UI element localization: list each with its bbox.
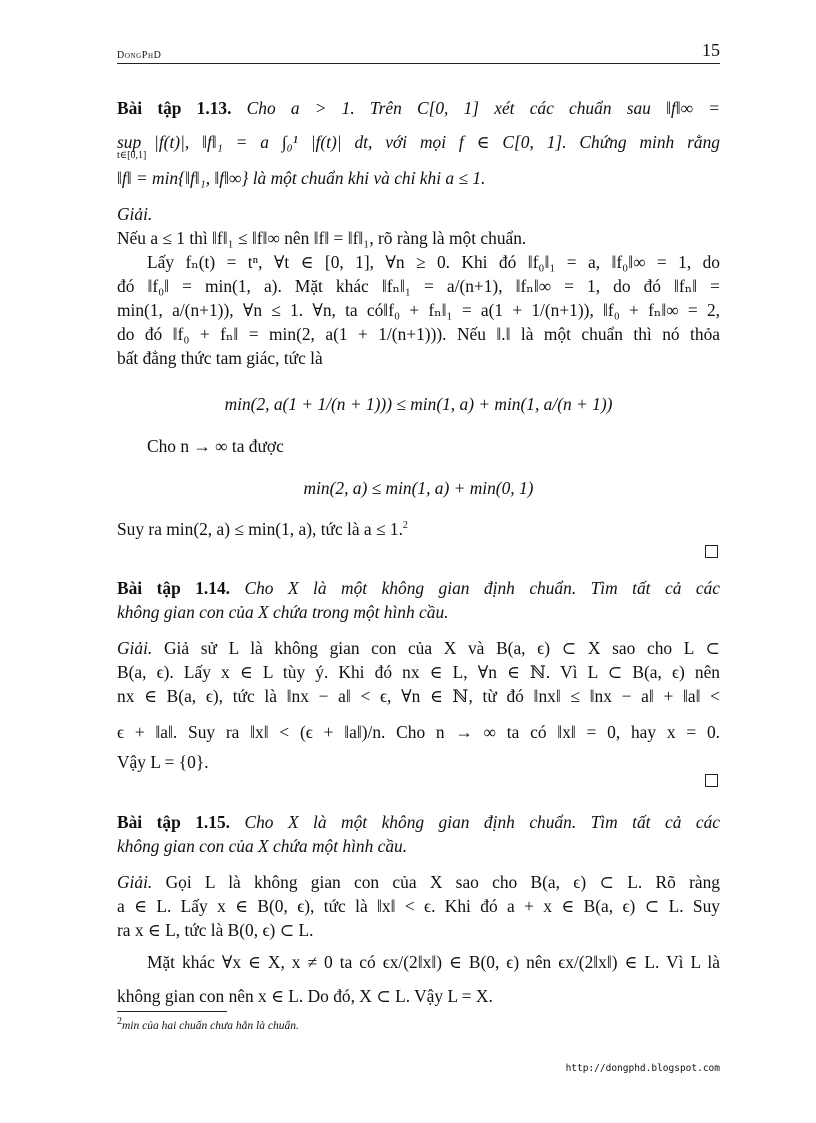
exercise-title: Bài tập 1.13. [117, 98, 232, 118]
exercise-statement-line: không gian con của X chứa một hình cầu. [117, 836, 408, 856]
exercise-1-14 [117, 576, 720, 774]
solution-line: không gian con nên x ∈ L. Do đó, X ⊂ L. Vậy L = X. [117, 986, 493, 1006]
solution-line: Gọi L là không gian con của X sao cho B(a, ϵ) ⊂ L. Rõ ràng [165, 872, 720, 892]
footnote-text: min của hai chuẩn chưa hẳn là chuẩn. [122, 1019, 299, 1032]
running-head: DongPhD [117, 50, 162, 61]
solution-line: bất đẳng thức tam giác, tức là [117, 348, 323, 368]
solution-line: đó ‖f₀‖ = min(1, a). Mặt khác ‖fₙ‖₁ = a/(n+1), ‖fₙ‖∞ = 1, do đó ‖fₙ‖ = [117, 276, 720, 296]
solution-line: Cho n → ∞ ta được [147, 436, 284, 456]
exercise-statement-line: ‖f‖ = min{‖f‖₁, ‖f‖∞} là một chuẩn khi và chỉ khi a ≤ 1. [117, 168, 486, 188]
exercise-1-15 [117, 810, 720, 1008]
exercise-statement-line: không gian con của X chứa trong một hình cầu. [117, 602, 449, 622]
solution-line: min(1, a/(n+1)), ∀n ≤ 1. ∀n, ta có‖f₀ + fₙ‖₁ = a(1 + 1/(n+1)), ‖f₀ + fₙ‖∞ = 2, [117, 300, 720, 320]
solution-line: do đó ‖f₀ + fₙ‖ = min(2, a(1 + 1/(n+1))). Nếu ‖.‖ là một chuẩn thì nó thỏa [117, 324, 720, 344]
exercise-title: Bài tập 1.15. [117, 812, 231, 832]
exercise-statement-line: sup |f(t)|, ‖f‖₁ = a ∫₀¹ |f(t)| dt, với mọi f ∈ C[0, 1]. Chứng minh rằng [117, 132, 720, 152]
solution-line: ϵ + ‖a‖. Suy ra ‖x‖ < (ϵ + ‖a‖)/n. Cho n → ∞ ta có ‖x‖ = 0, hay x = 0. [117, 722, 720, 742]
solution-label: Giải. [117, 204, 153, 224]
solution-label: Giải. [117, 872, 153, 892]
qed-square [705, 774, 718, 787]
exercise-1-13 [117, 96, 720, 538]
solution-line: ra x ∈ L, tức là B(0, ϵ) ⊂ L. [117, 920, 314, 940]
exercise-title: Bài tập 1.14. [117, 578, 231, 598]
solution-line [117, 514, 720, 538]
page-number: 15 [702, 40, 720, 60]
footnote [117, 1016, 299, 1032]
sup-subscript: t∈[0,1] [117, 150, 147, 161]
solution-line: Vậy L = {0}. [117, 752, 209, 772]
solution-line: a ∈ L. Lấy x ∈ B(0, ϵ), tức là ‖x‖ < ϵ. Khi đó a + x ∈ B(a, ϵ) ⊂ L. Suy [117, 896, 720, 916]
solution-line: Nếu a ≤ 1 thì ‖f‖₁ ≤ ‖f‖∞ nên ‖f‖ = ‖f‖₁, rõ ràng là một chuẩn. [117, 228, 527, 248]
solution-label: Giải. [117, 638, 153, 658]
header-rule [117, 63, 720, 64]
solution-line-text: Suy ra min(2, a) ≤ min(1, a), tức là a ≤ 1. [117, 518, 403, 539]
footnote-rule [117, 1011, 227, 1012]
exercise-statement-line: Cho X là một không gian định chuẩn. Tìm tất cả các [244, 578, 720, 598]
footnote-mark: 2 [117, 1016, 122, 1027]
solution-line: Giả sử L là không gian con của X và B(a, ϵ) ⊂ X sao cho L ⊂ [163, 638, 720, 658]
solution-line: Mặt khác ∀x ∈ X, x ≠ 0 ta có ϵx/(2‖x‖) ∈ B(0, ϵ) nên ϵx/(2‖x‖) ∈ L. Vì L là [147, 952, 720, 972]
solution-line: nx ∈ B(a, ϵ), tức là ‖nx − a‖ < ϵ, ∀n ∈ ℕ, từ đó ‖nx‖ ≤ ‖nx − a‖ + ‖a‖ < [117, 686, 720, 706]
footer-url[interactable]: http://dongphd.blogspot.com [565, 1063, 720, 1074]
display-equation: min(2, a(1 + 1/(n + 1))) ≤ min(1, a) + min(1, a/(n + 1)) [224, 394, 613, 414]
solution-line: Lấy fₙ(t) = tⁿ, ∀t ∈ [0, 1], ∀n ≥ 0. Khi đó ‖f₀‖₁ = a, ‖f₀‖∞ = 1, do [147, 252, 720, 272]
exercise-statement-line: Cho a > 1. Trên C[0, 1] xét các chuẩn sau ‖f‖∞ = [246, 98, 720, 118]
qed-square [705, 545, 718, 558]
footnote-ref: 2 [402, 520, 408, 531]
solution-line: B(a, ϵ). Lấy x ∈ L tùy ý. Khi đó nx ∈ L, ∀n ∈ ℕ. Vì L ⊂ B(a, ϵ) nên [117, 662, 720, 682]
display-equation: min(2, a) ≤ min(1, a) + min(0, 1) [303, 478, 534, 498]
exercise-statement-line: Cho X là một không gian định chuẩn. Tìm tất cả các [244, 812, 720, 832]
